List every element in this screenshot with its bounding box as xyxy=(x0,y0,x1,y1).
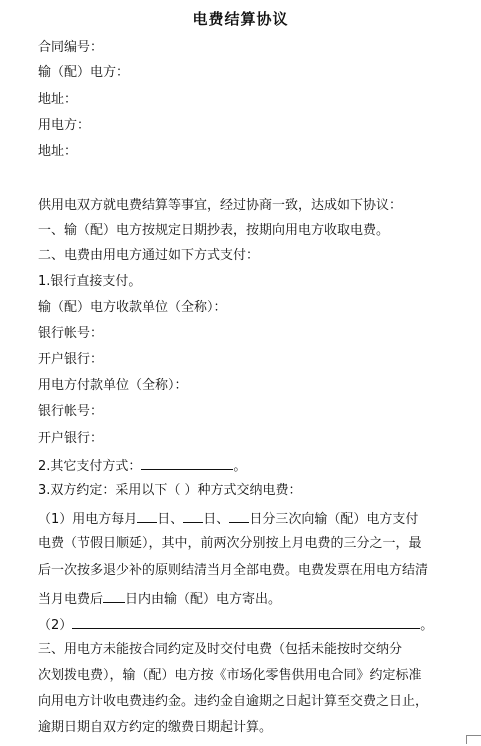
option-2-line xyxy=(38,614,433,636)
option-1-line-4-prefix: 当月电费后 xyxy=(38,592,104,607)
blank-underline xyxy=(183,508,203,523)
payment-method-2 xyxy=(38,455,246,477)
option-1-line-3: 后一次按多退少补的原则结清当月全部电费。电费发票在用电方结清 xyxy=(38,563,429,578)
clause-2-heading: 二、电费由用电方通过如下方式支付： xyxy=(38,248,260,263)
option-1-line-2: 电费（节假日顺延），其中，前两次分别按上月电费的三分之一，最 xyxy=(38,536,422,551)
blank-underline xyxy=(229,508,249,523)
day-label: 日、 xyxy=(203,512,230,527)
supplier-field: 输（配）电方： xyxy=(38,65,130,80)
day-label: 日、 xyxy=(157,512,184,527)
contract-number-field: 合同编号： xyxy=(38,40,104,55)
page-corner-mark xyxy=(466,735,481,744)
consumer-field: 用电方： xyxy=(38,118,91,133)
payment-method-2-label: 2.其它支付方式： xyxy=(38,459,142,474)
period-mark: 。 xyxy=(420,618,434,633)
intro-paragraph: 供用电双方就电费结算等事宜，经过协商一致，达成如下协议： xyxy=(38,198,403,213)
option-1-suffix: 日分三次向输（配）电方支付 xyxy=(249,512,419,527)
payee-bank-field: 开户银行： xyxy=(38,352,104,367)
payment-method-1: 1.银行直接支付。 xyxy=(38,274,142,289)
option-1-line-4 xyxy=(38,588,281,610)
period-mark: 。 xyxy=(233,459,247,474)
clause-3-line-3: 向用电方计收电费违约金。违约金自逾期之日起计算至交费之日止， xyxy=(38,694,429,709)
option-2-prefix: （2） xyxy=(38,618,73,633)
clause-3-line-2: 次划拨电费），输（配）电方按《市场化零售供用电合同》约定标准 xyxy=(38,668,422,683)
clause-1: 一、输（配）电方按规定日期抄表，按期向用电方收取电费。 xyxy=(38,223,390,238)
payee-unit-field: 输（配）电方收款单位（全称）： xyxy=(38,300,227,315)
payer-account-field: 银行帐号： xyxy=(38,404,104,419)
blank-underline xyxy=(72,614,420,629)
option-1-line-4-suffix: 日内由输（配）电方寄出。 xyxy=(125,592,282,607)
payee-account-field: 银行帐号： xyxy=(38,326,104,341)
blank-underline xyxy=(141,455,233,470)
blank-underline xyxy=(137,508,157,523)
supplier-address-field: 地址： xyxy=(38,92,78,107)
option-1-prefix: （1）用电方每月 xyxy=(38,512,138,527)
payer-bank-field: 开户银行： xyxy=(38,431,104,446)
payer-unit-field: 用电方付款单位（全称）： xyxy=(38,378,188,393)
clause-3-line-4: 逾期日期自双方约定的缴费日期起计算。 xyxy=(38,720,273,735)
clause-3-line-1: 三、用电方未能按合同约定及时交付电费（包括未能按时交纳分 xyxy=(38,642,403,657)
payment-method-agreement: 3.双方约定：采用以下（ ）种方式交纳电费： xyxy=(38,483,302,498)
blank-underline xyxy=(103,588,125,603)
consumer-address-field: 地址： xyxy=(38,144,78,159)
option-1-line-1 xyxy=(38,508,418,530)
document-title: 电费结算协议 xyxy=(192,10,289,28)
